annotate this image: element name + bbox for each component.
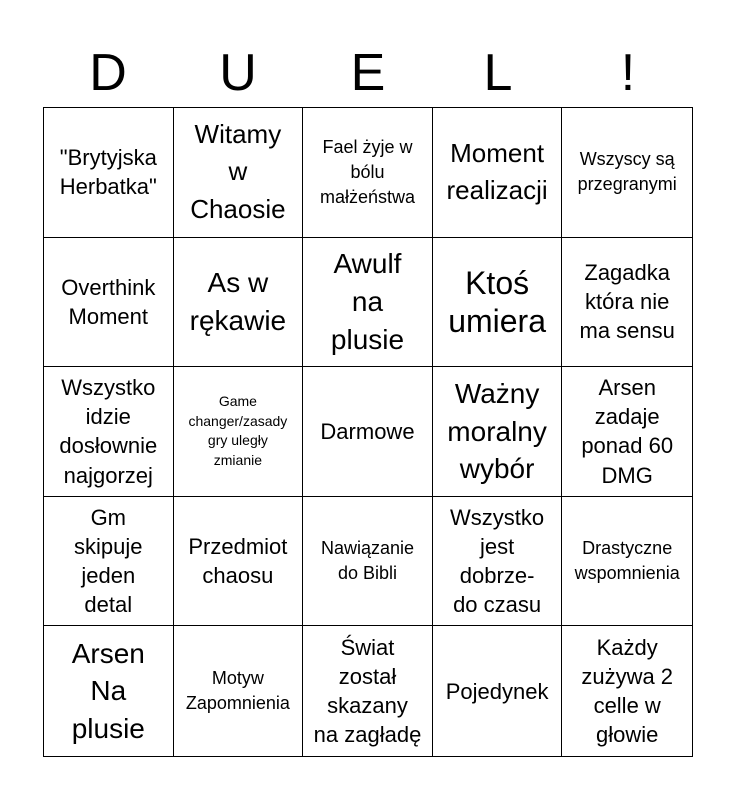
bingo-grid <box>43 107 693 757</box>
bingo-cell[interactable]: "Brytyjska Herbatka" <box>44 108 174 238</box>
bingo-cell[interactable]: Arsen Na plusie <box>44 626 174 756</box>
bingo-cell[interactable]: Wszyscy są przegranymi <box>562 108 692 238</box>
bingo-cell[interactable]: Overthink Moment <box>44 238 174 368</box>
bingo-cell[interactable]: Fael żyje w bólu małżeństwa <box>303 108 433 238</box>
header-letter: D <box>89 44 127 102</box>
bingo-cell[interactable]: Game changer/zasady gry uległy zmianie <box>174 367 304 497</box>
bingo-cell[interactable]: Każdy zużywa 2 celle w głowie <box>581 635 674 748</box>
bingo-cell[interactable]: Awulf na plusie <box>303 238 433 368</box>
header-letter: U <box>219 44 257 102</box>
bingo-cell[interactable]: Gm skipuje jeden detal <box>44 497 174 627</box>
bingo-cell[interactable]: Wszystko idzie dosłownie najgorzej <box>44 367 174 497</box>
bingo-cell[interactable]: Witamy w Chaosie <box>174 108 304 238</box>
bingo-cell[interactable]: Pojedynek <box>433 626 563 756</box>
bingo-cell[interactable]: Świat został skazany na zagładę <box>303 626 433 756</box>
bingo-cell[interactable]: As w rękawie <box>174 238 304 368</box>
bingo-cell[interactable]: Moment realizacji <box>433 108 563 238</box>
bingo-cell[interactable]: Nawiązanie do Bibli <box>303 497 433 627</box>
header-letter: E <box>350 44 386 102</box>
bingo-cell[interactable]: Przedmiot chaosu <box>174 497 304 627</box>
header-letter: ! <box>620 44 636 102</box>
bingo-cell[interactable]: Wszystko jest dobrze- do czasu <box>433 497 563 627</box>
bingo-cell[interactable]: Zagadka która nie ma sensu <box>562 238 692 368</box>
bingo-cell[interactable]: Ktoś umiera <box>433 238 563 368</box>
bingo-cell[interactable]: Drastyczne wspomnienia <box>562 497 692 627</box>
bingo-cell[interactable]: Arsen zadaje ponad 60 DMG <box>562 367 692 497</box>
bingo-cell[interactable]: Motyw Zapomnienia <box>174 626 304 756</box>
header-letter: L <box>483 44 513 102</box>
bingo-cell[interactable]: Ważny moralny wybór <box>433 367 563 497</box>
bingo-cell[interactable]: Darmowe <box>303 367 433 497</box>
bingo-header <box>43 42 693 104</box>
